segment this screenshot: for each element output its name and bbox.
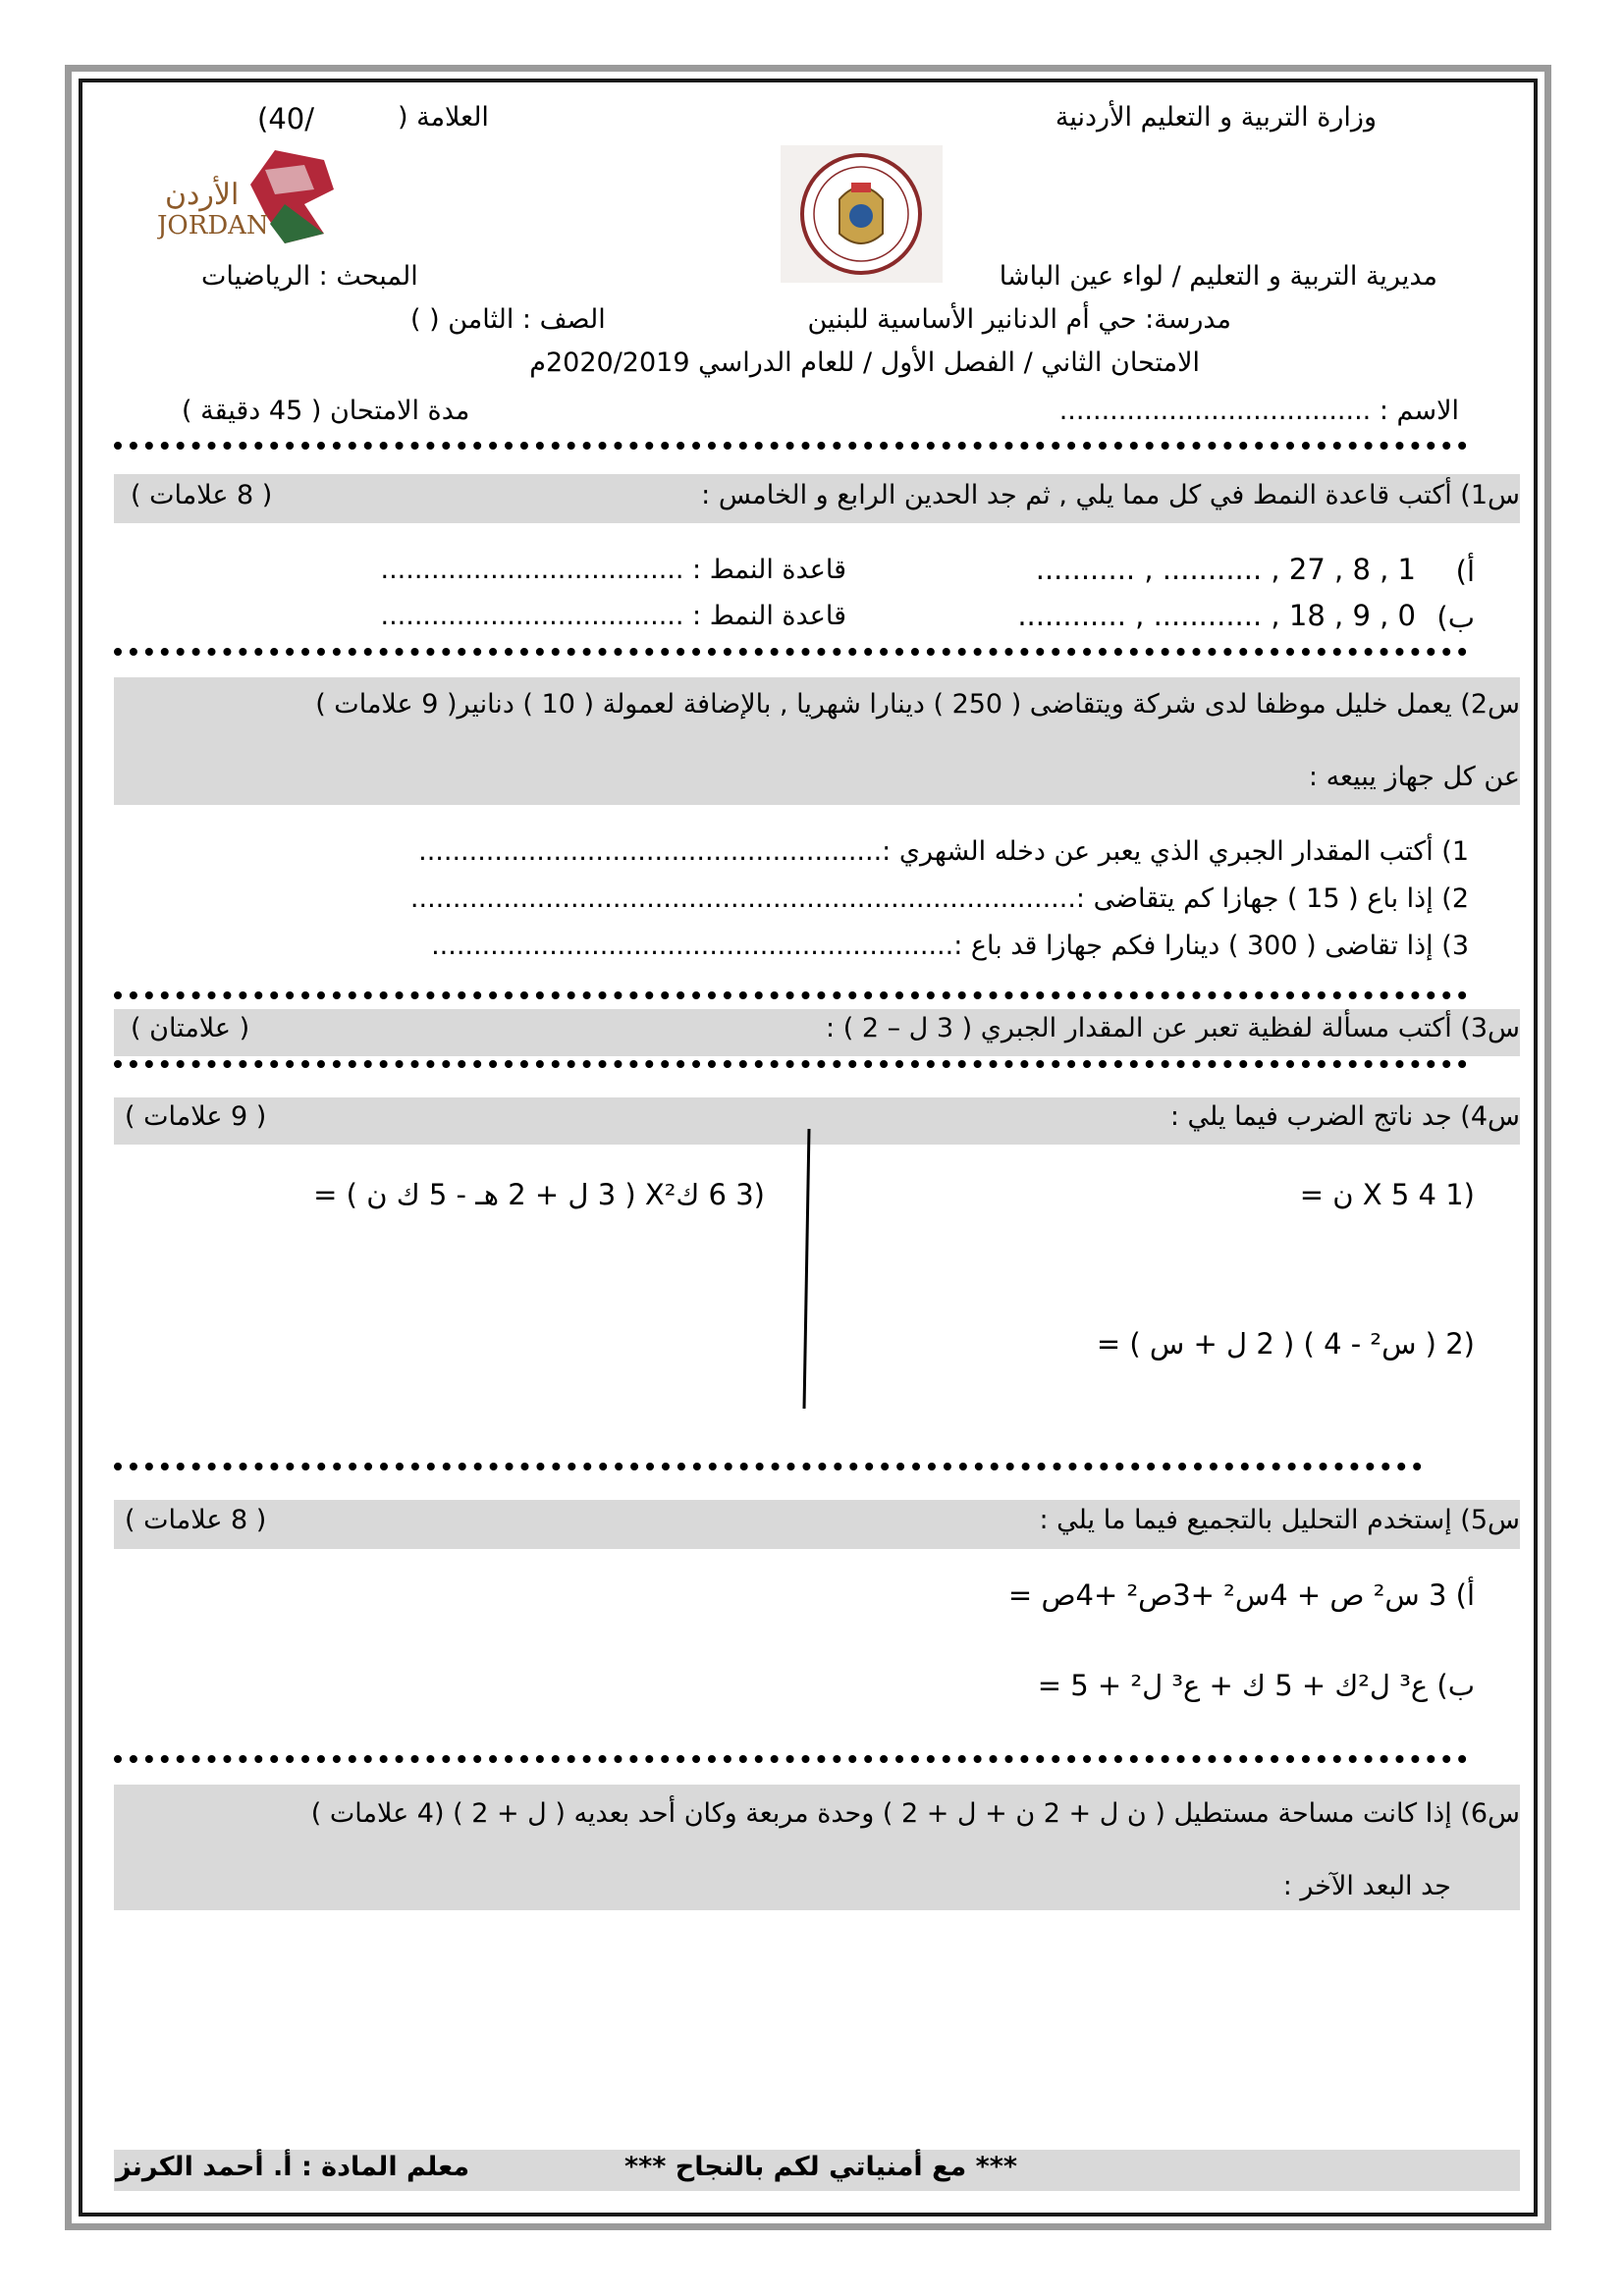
directorate-line: مديرية التربية و التعليم / لواء عين الباشا xyxy=(999,261,1437,292)
q1-prompt: س1) أكتب قاعدة النمط في كل مما يلي , ثم جد الحدين الرابع و الخامس : xyxy=(701,480,1520,510)
q4-part-1[interactable]: (1 4 X 5 ن = xyxy=(1299,1178,1475,1211)
ministry-crest-icon xyxy=(781,145,943,283)
q2-prompt-line2: عن كل جهاز يبيعه : xyxy=(1308,762,1520,792)
exam-title: الامتحان الثاني / الفصل الأول / للعام الدراسي 2020/2019م xyxy=(529,347,1200,378)
q1-b-rule[interactable]: قاعدة النمط : .................................... xyxy=(380,601,846,631)
exam-duration: مدة الامتحان ( 45 دقيقة ) xyxy=(182,396,470,426)
q6-prompt-line2[interactable]: جد البعد الآخر : xyxy=(1282,1871,1451,1901)
subject-line: المبحث : الرياضيات xyxy=(201,261,418,292)
divider xyxy=(114,442,1467,450)
divider xyxy=(114,991,1467,999)
q5-prompt: س5) إستخدم التحليل بالتجميع فيما ما يلي : xyxy=(1039,1505,1520,1535)
q4-prompt: س4) جد ناتج الضرب فيما يلي : xyxy=(1169,1101,1520,1132)
student-name-field[interactable]: الاسم : ..................................... xyxy=(1058,396,1459,426)
divider xyxy=(114,648,1467,656)
divider xyxy=(114,1755,1467,1763)
q5-part-a[interactable]: أ) 3 س² ص + 4س² +3ص² +4ص = xyxy=(1007,1578,1475,1612)
q1-a-rule[interactable]: قاعدة النمط : .................................... xyxy=(380,555,846,585)
divider xyxy=(114,1463,1422,1470)
q1-a-sequence: 1 , 8 , 27 , ........... , ........... xyxy=(1035,553,1416,586)
q1-b-label: ب) xyxy=(1436,601,1475,634)
q1-a-label: أ) xyxy=(1455,555,1475,588)
grade-label: العلامة ( xyxy=(398,102,489,133)
q3-marks: ( علامتان ) xyxy=(131,1013,250,1043)
q5-part-b[interactable]: ب) ع³ ل²ك + 5 ك + ع³ ل² + 5 = xyxy=(1037,1669,1475,1702)
q4-marks: ( 9 علامات ) xyxy=(125,1101,267,1132)
q2-prompt-line1: س2) يعمل خليل موظفا لدى شركة ويتقاضى ( 250 ) دينارا شهريا , بالإضافة لعمولة ( 10 ) دنانير( 9 علامات ) xyxy=(315,689,1520,720)
grade-total: (40/ xyxy=(257,102,314,135)
jordan-logo xyxy=(157,145,344,248)
q2-item-2[interactable]: 2) إذا باع ( 15 ) جهازا كم يتقاضى :............................................................................... xyxy=(409,883,1469,914)
jordan-logo-latin: JORDAN xyxy=(157,211,269,240)
footer-wishes: *** مع أمنياتي لكم بالنجاح *** xyxy=(624,2152,1017,2182)
q4-part-2[interactable]: (2 ( س² - 4 ) ( 2 ل + س ) = xyxy=(1096,1327,1475,1361)
school-line: مدرسة: حي أم الدنانير الأساسية للبنين xyxy=(807,304,1231,335)
q2-item-3[interactable]: 3) إذا تقاضى ( 300 ) دينارا فكم جهازا قد باع :.............................................................. xyxy=(431,931,1469,961)
class-line: الصف : الثامن ( ) xyxy=(410,304,606,335)
q1-marks: ( 8 علامات ) xyxy=(131,480,273,510)
q3-prompt: س3) أكتب مسألة لفظية تعبر عن المقدار الجبري ( 3 ل – 2 ) : xyxy=(826,1013,1520,1043)
q1-b-sequence: 0 , 9 , 18 , ............ , ............ xyxy=(1017,599,1416,632)
divider xyxy=(114,1060,1467,1068)
footer-teacher: معلم المادة : أ. أحمد الكرنز xyxy=(116,2152,470,2182)
q5-marks: ( 8 علامات ) xyxy=(125,1505,267,1535)
ministry-title: وزارة التربية و التعليم الأردنية xyxy=(1055,102,1377,133)
q6-prompt-line1: س6) إذا كانت مساحة مستطيل ( ن ل + 2 ن + ل + 2 ) وحدة مربعة وكان أحد بعديه ( ل + 2 ) (4 علامات ) xyxy=(310,1798,1520,1829)
jordan-logo-arabic: الأردن xyxy=(165,178,240,212)
q2-item-1[interactable]: 1) أكتب المقدار الجبري الذي يعبر عن دخله الشهري :....................................................... xyxy=(418,836,1469,867)
q4-part-3[interactable]: (3 6 كX² ( 3 ل + 2 هـ - 5 ك ن ) = xyxy=(313,1178,765,1211)
